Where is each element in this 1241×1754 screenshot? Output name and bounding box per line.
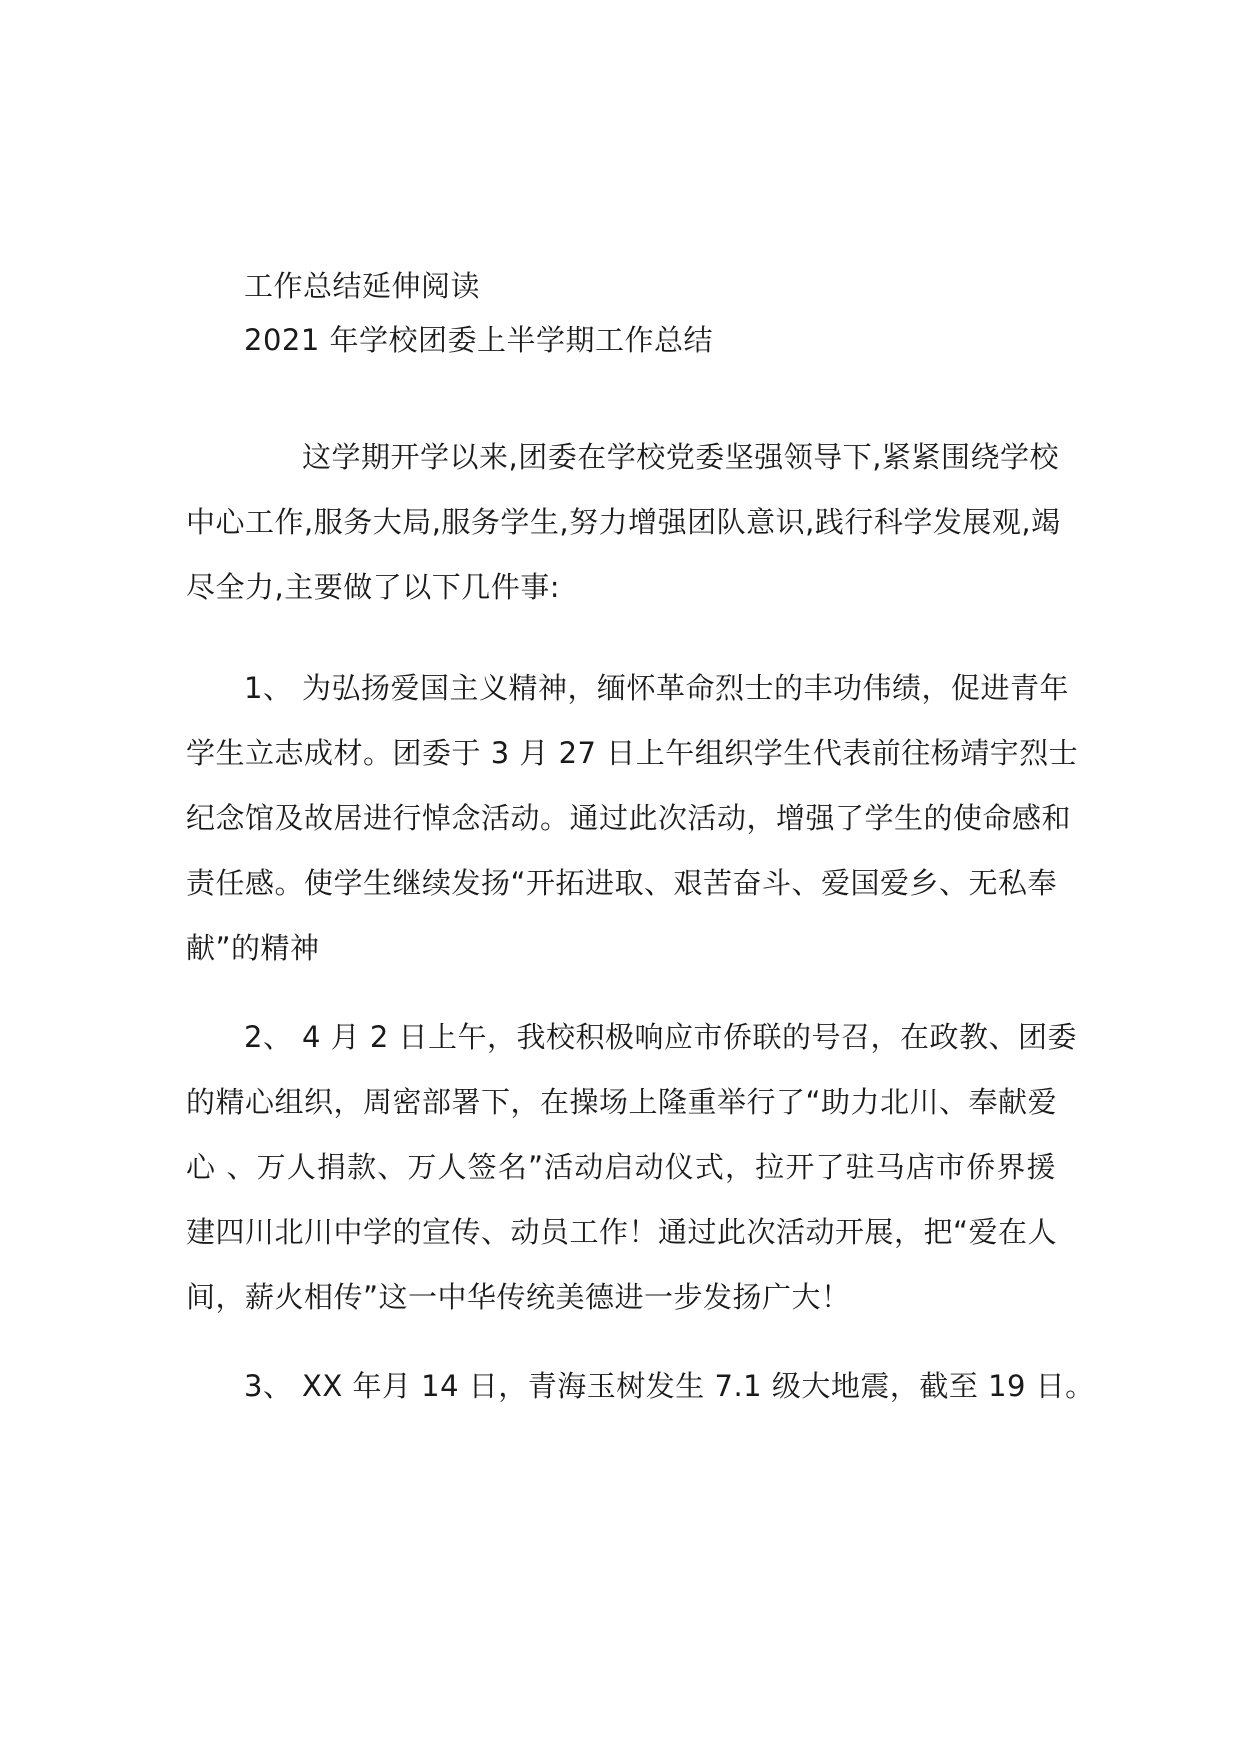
item-line: 为弘扬爱国主义精神，缅怀革命烈士的丰功伟绩，促进青年: [302, 671, 1070, 705]
item-line: XX 年月 14 日，青海玉树发生 7.1 级大地震，截至 19 日。: [302, 1369, 1095, 1403]
item-line: 的精心组织，周密部署下，在操场上隆重举行了“助力北川、奉献爱: [186, 1085, 1058, 1119]
item-line: 纪念馆及故居进行悼念活动。通过此次活动，增强了学生的使命感和: [186, 801, 1072, 835]
item-number: 2、: [244, 1020, 293, 1054]
item-paragraph: [186, 656, 1079, 981]
item-number: 1、: [244, 671, 293, 705]
item-line: 建四川北川中学的宣传、动员工作！通过此次活动开展，把“爱在人: [186, 1215, 1058, 1249]
intro-line: 中心工作,服务大局,服务学生,努力增强团队意识,践行科学发展观,竭: [186, 505, 1061, 539]
document-title: 2021 年学校团委上半学期工作总结: [244, 323, 714, 357]
item-line: 献”的精神: [186, 931, 320, 965]
document-subtitle: 工作总结延伸阅读: [244, 269, 481, 303]
item-line: 学生立志成材。团委于 3 月 27 日上午组织学生代表前往杨靖宇烈士: [186, 736, 1079, 770]
intro-line: 这学期开学以来,团委在学校党委坚强领导下,紧紧围绕学校: [302, 440, 1059, 474]
item-paragraph: [186, 1005, 1078, 1330]
item-number: 3、: [244, 1369, 293, 1403]
intro-line: 尽全力,主要做了以下几件事:: [186, 570, 560, 604]
item-line: 心 、万人捐款、万人签名”活动启动仪式，拉开了驻马店市侨界援: [186, 1150, 1056, 1184]
item-line: 间，薪火相传”这一中华传统美德进一步发扬广大！: [186, 1280, 851, 1314]
item-line: 责任感。使学生继续发扬“开拓进取、艰苦奋斗、爱国爱乡、无私奉: [186, 866, 1058, 900]
item-line: 4 月 2 日上午，我校积极响应市侨联的号召，在政教、团委: [302, 1020, 1078, 1054]
intro-paragraph: [186, 425, 1061, 620]
item-paragraph: [186, 1354, 1095, 1419]
